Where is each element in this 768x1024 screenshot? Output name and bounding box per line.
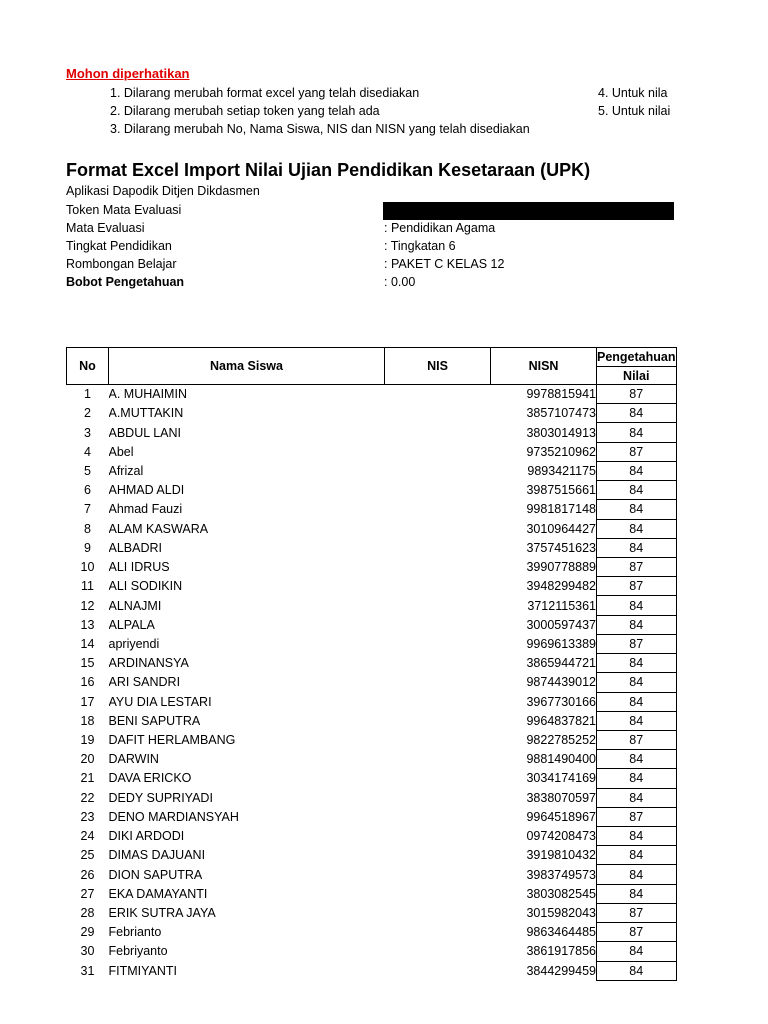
row-nisn: 3844299459 [526, 963, 596, 978]
row-nisn: 9964837821 [526, 713, 596, 728]
row-nilai-cell[interactable]: 87 [597, 385, 677, 404]
row-nis [385, 769, 491, 788]
row-nama: AHMAD ALDI [108, 483, 185, 498]
row-nama: ERIK SUTRA JAYA [108, 906, 216, 921]
row-no: 22 [80, 790, 95, 805]
table-row [67, 903, 677, 922]
row-nis [385, 404, 491, 423]
row-nama: ALI SODIKIN [108, 579, 183, 594]
header-pengetahuan: Pengetahuan [597, 348, 677, 367]
row-nisn: 3712115361 [527, 598, 596, 613]
rombel-value: : PAKET C KELAS 12 [384, 257, 505, 271]
row-no: 25 [80, 848, 95, 863]
row-nama: A.MUTTAKIN [108, 406, 184, 421]
table-row [67, 461, 677, 480]
grade-table-body [67, 385, 677, 981]
table-row [67, 961, 677, 980]
row-nilai-cell[interactable]: 84 [597, 961, 677, 980]
row-no: 12 [80, 598, 95, 613]
row-nis [385, 788, 491, 807]
table-row [67, 654, 677, 673]
row-nilai-cell[interactable]: 84 [597, 673, 677, 692]
row-nis [385, 500, 491, 519]
row-nisn: 9978815941 [526, 387, 596, 402]
mata-evaluasi-label: Mata Evaluasi [66, 221, 145, 235]
row-nisn: 3919810432 [526, 848, 596, 863]
row-nilai-cell[interactable]: 84 [597, 615, 677, 634]
row-nis [385, 538, 491, 557]
row-nilai-cell[interactable]: 84 [597, 500, 677, 519]
row-nilai-cell[interactable]: 87 [597, 923, 677, 942]
row-nama: Febrianto [108, 925, 162, 940]
row-nis [385, 385, 491, 404]
page-title: Format Excel Import Nilai Ujian Pendidikan Kesetaraan (UPK) [66, 160, 591, 180]
row-nis [385, 596, 491, 615]
row-nis [385, 519, 491, 538]
row-nisn: 9969613389 [526, 636, 596, 651]
row-nis [385, 634, 491, 653]
row-nama: ABDUL LANI [108, 425, 181, 440]
row-nama: Ahmad Fauzi [108, 502, 183, 517]
row-no: 7 [84, 502, 91, 517]
row-no: 15 [80, 656, 95, 671]
row-nama: ALI IDRUS [108, 560, 170, 575]
tingkat-value: : Tingkatan 6 [384, 239, 456, 253]
row-no: 18 [80, 713, 95, 728]
row-nisn: 3948299482 [526, 579, 596, 594]
row-nilai-cell[interactable]: 84 [597, 538, 677, 557]
row-no: 26 [80, 867, 95, 882]
header-no: No [67, 348, 109, 385]
bobot-value: : 0.00 [384, 275, 416, 289]
row-nama: ALAM KASWARA [108, 521, 209, 536]
row-no: 4 [84, 444, 91, 459]
row-no: 30 [80, 944, 95, 959]
row-no: 5 [84, 463, 91, 478]
row-nis [385, 827, 491, 846]
row-nisn: 0974208473 [526, 829, 596, 844]
row-no: 29 [80, 925, 95, 940]
table-row [67, 404, 677, 423]
row-nilai-cell[interactable]: 87 [597, 730, 677, 749]
row-nisn: 3803082545 [526, 886, 596, 901]
row-nisn: 9893421175 [527, 463, 596, 478]
row-nilai-cell[interactable]: 84 [597, 711, 677, 730]
page-subtitle: Aplikasi Dapodik Ditjen Dikdasmen [66, 184, 260, 198]
table-row [67, 634, 677, 653]
row-nis [385, 442, 491, 461]
row-nama: DEDY SUPRIYADI [108, 790, 213, 805]
header-nis: NIS [385, 348, 491, 385]
row-nilai-cell[interactable]: 84 [597, 769, 677, 788]
row-nis [385, 730, 491, 749]
table-row [67, 500, 677, 519]
table-row [67, 750, 677, 769]
row-no: 8 [84, 521, 91, 536]
row-nama: DIKI ARDODI [108, 829, 185, 844]
table-row [67, 711, 677, 730]
row-nama: ALNAJMI [108, 598, 162, 613]
grade-table [66, 347, 677, 981]
rule-4: 4. Untuk nila [598, 86, 668, 100]
row-nilai-cell[interactable]: 87 [597, 634, 677, 653]
row-nilai-cell[interactable]: 84 [597, 519, 677, 538]
table-row [67, 577, 677, 596]
row-nisn: 9874439012 [526, 675, 596, 690]
table-row [67, 865, 677, 884]
row-nis [385, 750, 491, 769]
table-row [67, 538, 677, 557]
row-nisn: 3034174169 [526, 771, 596, 786]
row-nilai-cell[interactable]: 84 [597, 481, 677, 500]
row-nama: ARDINANSYA [108, 656, 189, 671]
row-nilai-cell[interactable]: 84 [597, 827, 677, 846]
row-nilai-cell[interactable]: 84 [597, 692, 677, 711]
table-row [67, 788, 677, 807]
row-no: 24 [80, 829, 95, 844]
row-nama: BENI SAPUTRA [108, 713, 201, 728]
table-row [67, 942, 677, 961]
table-row [67, 557, 677, 576]
row-no: 9 [84, 540, 91, 555]
row-nilai-cell[interactable]: 84 [597, 942, 677, 961]
mata-evaluasi-value: : Pendidikan Agama [384, 221, 496, 235]
row-nisn: 3757451623 [526, 540, 596, 555]
rule-3: 3. Dilarang merubah No, Nama Siswa, NIS dan NISN yang telah disediakan [110, 122, 530, 136]
row-nama: ALPALA [108, 617, 155, 632]
tingkat-label: Tingkat Pendidikan [66, 239, 172, 253]
table-row [67, 442, 677, 461]
row-nama: Abel [108, 444, 134, 459]
row-nis [385, 865, 491, 884]
table-row [67, 423, 677, 442]
row-nisn: 3857107473 [526, 406, 596, 421]
row-nisn: 9964518967 [526, 809, 596, 824]
row-nisn: 3967730166 [526, 694, 596, 709]
table-row [67, 615, 677, 634]
row-nilai-cell[interactable]: 87 [597, 807, 677, 826]
row-nisn: 3990778889 [526, 560, 596, 575]
row-nisn: 3010964427 [526, 521, 596, 536]
row-nilai-cell[interactable]: 87 [597, 557, 677, 576]
notice-title: Mohon diperhatikan [66, 66, 190, 81]
row-nilai-cell[interactable]: 84 [597, 461, 677, 480]
row-nama: apriyendi [108, 636, 160, 651]
table-row [67, 692, 677, 711]
row-nisn: 3000597437 [526, 617, 596, 632]
token-value-redacted[interactable] [383, 202, 674, 220]
row-nis [385, 481, 491, 500]
row-nilai-cell[interactable]: 84 [597, 846, 677, 865]
row-no: 20 [80, 752, 95, 767]
row-nis [385, 711, 491, 730]
row-nis [385, 654, 491, 673]
table-row [67, 923, 677, 942]
row-no: 19 [80, 733, 95, 748]
table-row [67, 596, 677, 615]
row-nama: Afrizal [108, 463, 144, 478]
header-nilai: Nilai [597, 367, 677, 385]
row-no: 21 [80, 771, 95, 786]
row-nama: DENO MARDIANSYAH [108, 809, 239, 824]
row-nilai-cell[interactable]: 84 [597, 654, 677, 673]
row-no: 2 [84, 406, 91, 421]
row-nisn: 9863464485 [526, 925, 596, 940]
header-nisn: NISN [491, 348, 597, 385]
row-nilai-cell[interactable]: 84 [597, 788, 677, 807]
table-row [67, 481, 677, 500]
row-no: 14 [80, 636, 95, 651]
row-nisn: 3838070597 [526, 790, 596, 805]
row-nilai-cell[interactable]: 84 [597, 596, 677, 615]
row-nis [385, 942, 491, 961]
row-nis [385, 615, 491, 634]
row-nis [385, 884, 491, 903]
table-row [67, 884, 677, 903]
table-row [67, 730, 677, 749]
row-nisn: 9735210962 [526, 444, 596, 459]
row-nisn: 3987515661 [526, 483, 596, 498]
row-nisn: 3983749573 [526, 867, 596, 882]
row-nis [385, 461, 491, 480]
row-nisn: 3865944721 [526, 656, 596, 671]
table-row [67, 673, 677, 692]
row-nis [385, 673, 491, 692]
header-nama: Nama Siswa [109, 348, 385, 385]
rule-2: 2. Dilarang merubah setiap token yang telah ada [110, 104, 380, 118]
row-nisn: 9981817148 [526, 502, 596, 517]
row-nama: Febriyanto [108, 944, 168, 959]
table-row [67, 827, 677, 846]
row-nilai-cell[interactable]: 84 [597, 865, 677, 884]
table-row [67, 769, 677, 788]
rule-5: 5. Untuk nilai [598, 104, 671, 118]
row-nisn: 3803014913 [526, 425, 596, 440]
row-nama: AYU DIA LESTARI [108, 694, 212, 709]
row-nis [385, 923, 491, 942]
row-nama: DIMAS DAJUANI [108, 848, 206, 863]
row-no: 16 [80, 675, 95, 690]
row-nilai-cell[interactable]: 84 [597, 423, 677, 442]
row-nis [385, 846, 491, 865]
row-nis [385, 423, 491, 442]
row-nama: DION SAPUTRA [108, 867, 203, 882]
row-nis [385, 557, 491, 576]
row-no: 23 [80, 809, 95, 824]
row-nama: EKA DAMAYANTI [108, 886, 208, 901]
row-nis [385, 577, 491, 596]
row-nilai-cell[interactable]: 84 [597, 750, 677, 769]
row-nama: ALBADRI [108, 540, 162, 555]
row-nilai-cell[interactable]: 84 [597, 884, 677, 903]
row-nilai-cell[interactable]: 87 [597, 442, 677, 461]
row-nilai-cell[interactable]: 87 [597, 903, 677, 922]
bobot-label: Bobot Pengetahuan [66, 275, 185, 289]
row-nama: DAVA ERICKO [108, 771, 192, 786]
row-nisn: 9822785252 [526, 733, 596, 748]
row-no: 31 [80, 963, 95, 978]
row-nisn: 3015982043 [526, 906, 596, 921]
row-nis [385, 692, 491, 711]
table-row [67, 385, 677, 404]
row-no: 13 [80, 617, 95, 632]
row-nama: DAFIT HERLAMBANG [108, 733, 236, 748]
rombel-label: Rombongan Belajar [66, 257, 177, 271]
row-no: 6 [84, 483, 91, 498]
row-nama: FITMIYANTI [108, 963, 178, 978]
row-nis [385, 961, 491, 980]
row-nis [385, 903, 491, 922]
row-nisn: 9881490400 [526, 752, 596, 767]
row-nama: A. MUHAIMIN [108, 387, 187, 402]
table-row [67, 519, 677, 538]
row-nilai-cell[interactable]: 87 [597, 577, 677, 596]
row-no: 10 [80, 560, 95, 575]
table-row [67, 846, 677, 865]
row-nilai-cell[interactable]: 84 [597, 404, 677, 423]
row-nisn: 3861917856 [526, 944, 596, 959]
token-label: Token Mata Evaluasi [66, 203, 182, 217]
table-row [67, 807, 677, 826]
row-no: 11 [81, 579, 94, 594]
row-no: 1 [84, 387, 91, 402]
row-nis [385, 807, 491, 826]
row-no: 27 [80, 886, 95, 901]
row-nama: ARI SANDRI [108, 675, 181, 690]
row-no: 17 [80, 694, 95, 709]
row-no: 3 [84, 425, 91, 440]
rule-1: 1. Dilarang merubah format excel yang telah disediakan [110, 86, 420, 100]
row-nama: DARWIN [108, 752, 159, 767]
row-no: 28 [80, 906, 95, 921]
